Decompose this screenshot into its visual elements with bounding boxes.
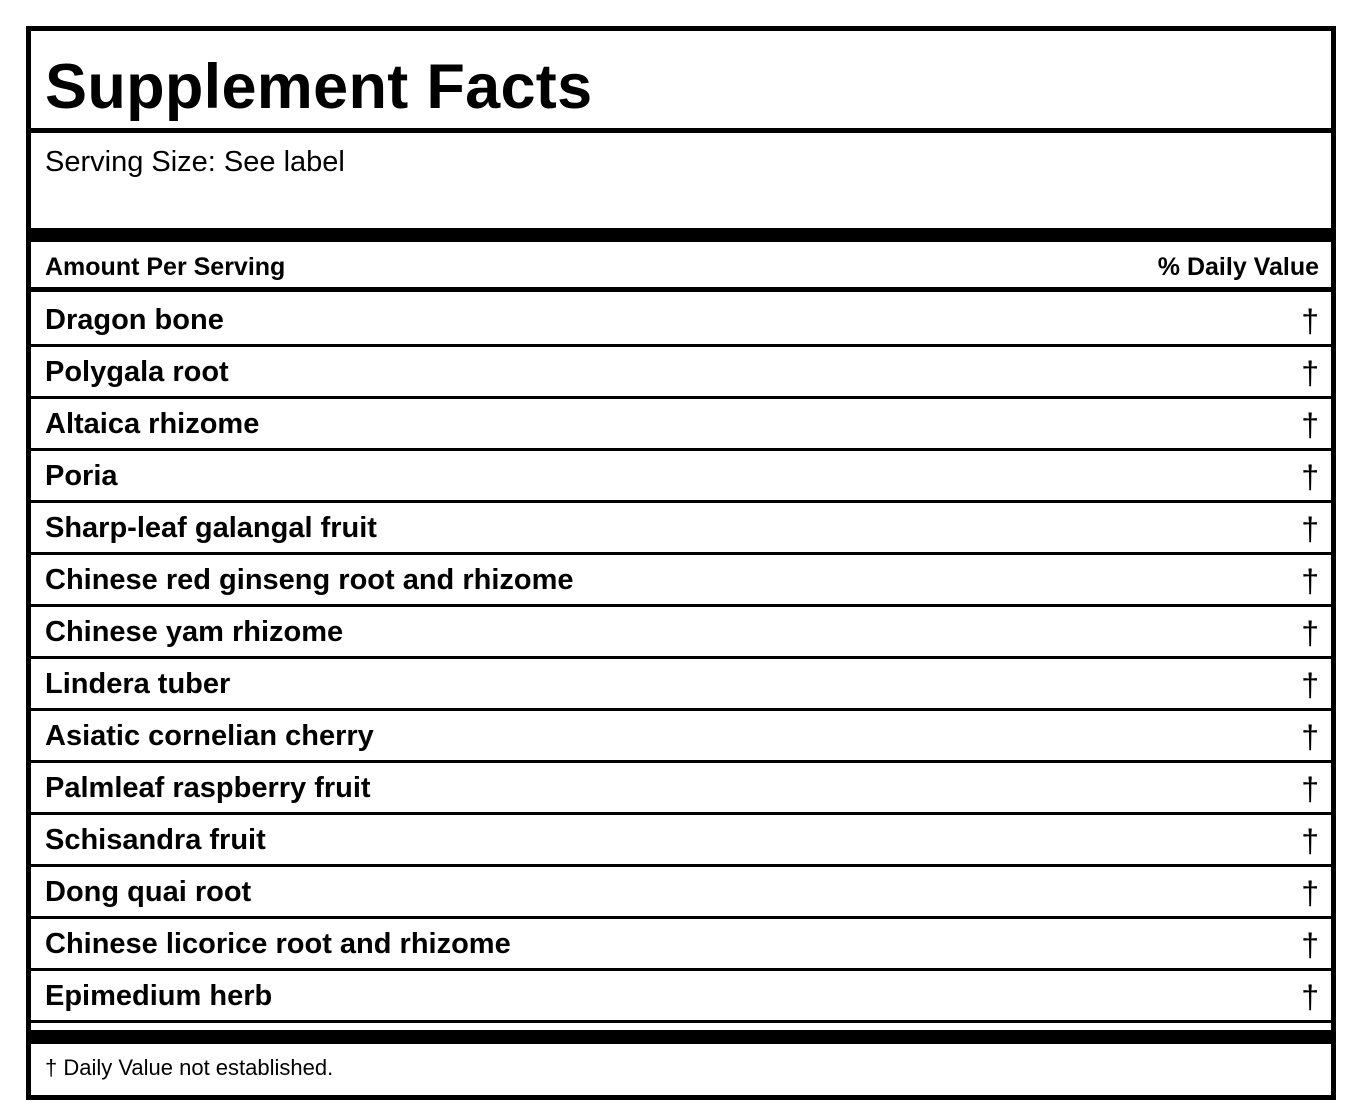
ingredient-row (31, 451, 1331, 503)
ingredient-row (31, 971, 1331, 1023)
ingredient-list (31, 295, 1331, 1023)
serving-size: Serving Size: See label (45, 146, 345, 178)
ingredient-name: Dong quai root (45, 876, 252, 908)
ingredient-name: Altaica rhizome (45, 408, 260, 440)
ingredient-name: Chinese yam rhizome (45, 616, 344, 648)
ingredient-row (31, 711, 1331, 763)
ingredient-name: Palmleaf raspberry fruit (45, 772, 371, 804)
ingredient-row (31, 763, 1331, 815)
daily-value-dagger: † (1301, 407, 1319, 443)
daily-value-dagger: † (1301, 615, 1319, 651)
ingredient-row (31, 607, 1331, 659)
ingredient-row (31, 919, 1331, 971)
ingredient-name: Epimedium herb (45, 980, 273, 1012)
ingredient-name: Dragon bone (45, 304, 224, 336)
ingredient-name: Chinese red ginseng root and rhizome (45, 564, 574, 596)
daily-value-dagger: † (1301, 667, 1319, 703)
daily-value-dagger: † (1301, 823, 1319, 859)
ingredient-row (31, 555, 1331, 607)
ingredient-name: Poria (45, 460, 118, 492)
footnote: † Daily Value not established. (45, 1055, 334, 1080)
daily-value-dagger: † (1301, 303, 1319, 339)
thick-divider-bottom (31, 1030, 1331, 1044)
ingredient-name: Schisandra fruit (45, 824, 266, 856)
supplement-facts-panel (26, 26, 1336, 1100)
ingredient-name: Asiatic cornelian cherry (45, 720, 374, 752)
ingredient-row (31, 295, 1331, 347)
thick-divider-top (31, 228, 1331, 242)
daily-value-dagger: † (1301, 459, 1319, 495)
amount-per-serving-header: Amount Per Serving (45, 253, 286, 281)
daily-value-dagger: † (1301, 771, 1319, 807)
daily-value-header: % Daily Value (1157, 253, 1319, 281)
ingredient-row (31, 815, 1331, 867)
daily-value-dagger: † (1301, 875, 1319, 911)
daily-value-dagger: † (1301, 719, 1319, 755)
daily-value-dagger: † (1301, 355, 1319, 391)
daily-value-dagger: † (1301, 563, 1319, 599)
daily-value-dagger: † (1301, 511, 1319, 547)
ingredient-row (31, 347, 1331, 399)
panel-title: Supplement Facts (45, 52, 593, 122)
ingredient-name: Chinese licorice root and rhizome (45, 928, 511, 960)
ingredient-row (31, 659, 1331, 711)
ingredient-row (31, 867, 1331, 919)
ingredient-name: Sharp-leaf galangal fruit (45, 512, 377, 544)
ingredient-name: Polygala root (45, 356, 229, 388)
title-divider (31, 128, 1331, 133)
daily-value-dagger: † (1301, 927, 1319, 963)
ingredient-row (31, 399, 1331, 451)
ingredient-name: Lindera tuber (45, 668, 231, 700)
daily-value-dagger: † (1301, 979, 1319, 1015)
header-divider (31, 287, 1331, 292)
ingredient-row (31, 503, 1331, 555)
